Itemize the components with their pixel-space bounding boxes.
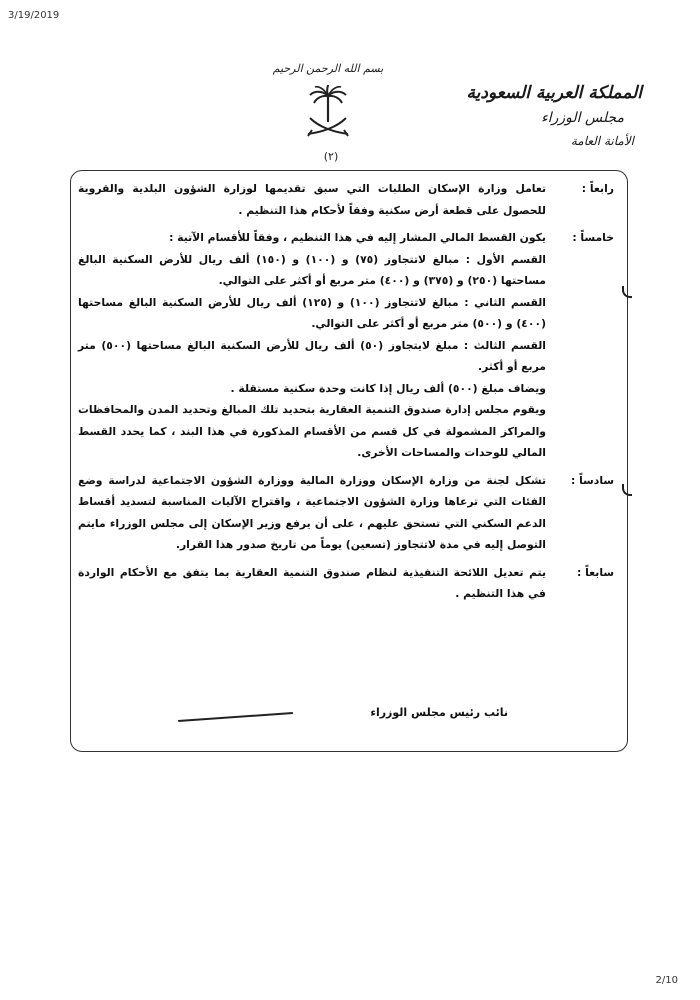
paragraph: يكون القسط المالي المشار إليه في هذا التنظيم ، وفقاً للأقسام الآتية : — [169, 231, 546, 244]
article-7 — [78, 562, 618, 605]
paragraph: القسم الثاني : مبالغ لاتتجاوز (١٠٠) و (١٢٥) ألف ريال للأرض السكنية البالغ مساحتها (٤٠٠) و (٥٠٠) متر مربع أو أكثر على التوالي. — [78, 295, 546, 330]
print-date: 3/19/2019 — [8, 10, 60, 21]
country-name: المملكة العربية السعودية — [466, 83, 642, 103]
paragraph: ويقوم مجلس إدارة صندوق التنمية العقارية بتحديد تلك المبالغ وتحديد المدن والمحافظات والمراكز المشمولة في كل قسم من الأقسام المذكورة في هذا البند ، كما يحدد القسط المالي للوحدات والمساحات الأخرى. — [78, 403, 546, 459]
article-body — [78, 227, 546, 464]
article-4 — [78, 178, 618, 221]
paragraph: ويضاف مبلغ (٥٠٠) ألف ريال إذا كانت وحدة سكنية مستقلة . — [230, 381, 546, 395]
paragraph: القسم الثالث : مبلغ لايتجاوز (٥٠) ألف ريال للأرض السكنية البالغ مساحتها (٥٠٠) متر مربع أو أكثر. — [78, 338, 546, 373]
secretariat-name: الأمانة العامة — [570, 134, 634, 148]
article-body — [78, 178, 546, 221]
paragraph: تعامل وزارة الإسكان الطلبات التي سبق تقديمها لوزارة الشؤون البلدية والقروية للحصول على قطعة أرض سكنية وفقاً لأحكام هذا التنظيم . — [78, 182, 546, 217]
emblem-icon — [304, 84, 352, 144]
page-mark: (٢) — [323, 150, 339, 163]
ministry-heading — [467, 80, 642, 152]
paragraph: القسم الأول : مبالغ لاتتجاوز (٧٥) و (١٠٠) و (١٥٠) ألف ريال للأرض السكنية البالغ مساحتها (٢٥٠) و (٣٧٥) و (٤٠٠) متر مربع أو أكثر على التوالي. — [78, 252, 546, 287]
council-name: مجلس الوزراء — [541, 110, 624, 126]
article-6 — [78, 470, 618, 556]
paragraph: تشكل لجنة من وزارة الإسكان ووزارة المالية ووزارة الشؤون الاجتماعية لدراسة وضع الفئات التي ترعاها وزارة الشؤون الاجتماعية ، واقتراح الآليات المناسبة لتسديد أقساط الدعم السكني التي تستحق عليهم ، على أن يرفع وزير الإسكان إلى مجلس الوزراء مايتم التوصل إليه في مدة لاتتجاوز (تسعين) يوماً من تاريخ صدور هذا القرار. — [78, 473, 546, 551]
page-number: 2/10 — [655, 975, 678, 986]
letterhead — [0, 58, 700, 168]
article-body — [78, 470, 546, 556]
paragraph: يتم تعديل اللائحة التنفيذية لنظام صندوق التنمية العقارية بما يتفق مع الأحكام الواردة في هذا التنظيم . — [78, 565, 546, 600]
article-label: رابعاً : — [581, 182, 614, 195]
article-label: خامساً : — [572, 231, 614, 244]
basmala: بسم الله الرحمن الرحيم — [272, 62, 384, 75]
decision-text — [78, 178, 618, 607]
signature-title: نائب رئيس مجلس الوزراء — [370, 706, 508, 719]
article-label: سادساً : — [571, 473, 614, 487]
article-label: سابعاً : — [577, 565, 614, 579]
article-5 — [78, 227, 618, 464]
article-body — [78, 562, 546, 605]
